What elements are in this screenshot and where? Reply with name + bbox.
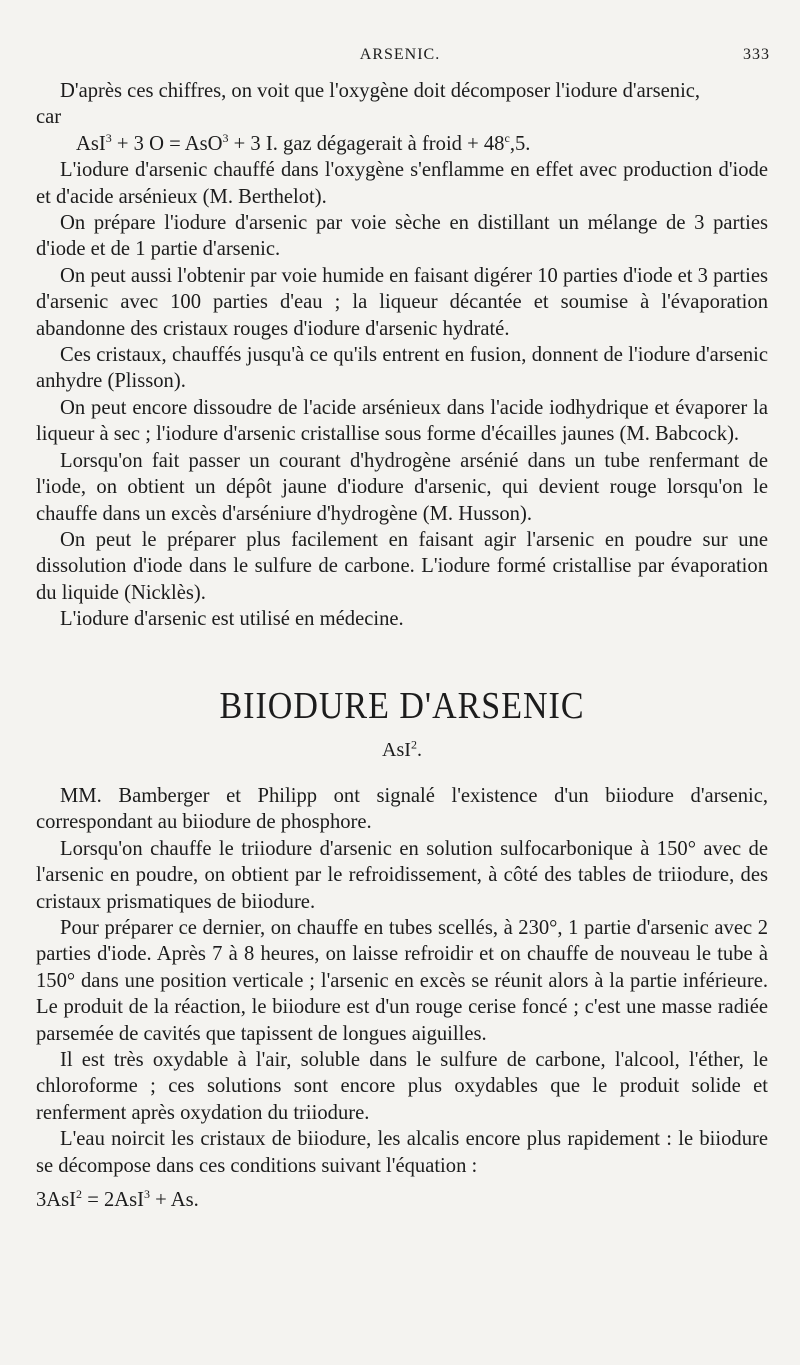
equation-sup: 3 <box>144 1187 150 1202</box>
paragraph: On prépare l'iodure d'arsenic par voie sèche en distillant un mélange de 3 parties d'iode et de 1 partie d'arsenic. <box>36 212 768 261</box>
equation-part: + 3 I. gaz dégagerait à froid + 48 <box>228 132 505 155</box>
paragraph: Il est très oxydable à l'air, soluble dans le sulfure de carbone, l'alcool, l'éther, le chloroforme ; ces solutions sont encore plus oxydables que le produit solide et renferment après oxydation du triiodure. <box>36 1049 768 1124</box>
paragraph: Ces cristaux, chauffés jusqu'à ce qu'ils entrent en fusion, donnent de l'iodure d'arsenic anhydre (Plisson). <box>36 344 768 393</box>
running-title: ARSENIC. <box>359 46 441 63</box>
section-formula <box>36 737 768 763</box>
paragraph: On peut aussi l'obtenir par voie humide en faisant digérer 10 parties d'iode et 3 parties d'arsenic avec 100 parties d'eau ; la liqueur décantée et soumise à l'évaporation abandonne des cristaux rouges d'iodure d'arsenic hydraté. <box>36 264 768 340</box>
equation-part: 3AsI <box>36 1189 77 1212</box>
formula-part: AsI <box>382 738 411 761</box>
equation-sup: 2 <box>76 1187 83 1202</box>
paragraph: Pour préparer ce dernier, on chauffe en tubes scellés, à 230°, 1 partie d'arsenic avec 2 parties d'iode. Après 7 à 8 heures, on laisse refroidir et on chauffe de nouveau le tube à 150° dans une position verticale ; l'arsenic en excès se réunit alors à la partie inférieure. Le produit de la réaction, le biiodure est d'un rouge cerise foncé ; c'est une masse radiée parsemée de cavités que tapissent de longues aiguilles. <box>36 916 768 1045</box>
intro-paragraph <box>36 78 768 131</box>
equation-decomposition <box>36 1187 768 1213</box>
paragraph: MM. Bamberger et Philipp ont signalé l'existence d'un biiodure d'arsenic, correspondant au biiodure de phosphore. <box>36 784 768 834</box>
page-body <box>36 78 768 1213</box>
equation-part: = 2AsI <box>82 1189 144 1212</box>
intro-line: D'après ces chiffres, on voit que l'oxygène doit décomposer l'iodure d'arsenic, <box>60 80 701 102</box>
paragraph: On peut encore dissoudre de l'acide arsénieux dans l'acide iodhydrique et évaporer la liqueur à sec ; l'iodure d'arsenic cristallise sous forme d'écailles jaunes (M. Babcock). <box>36 396 768 446</box>
equation-sup: 3 <box>105 130 112 145</box>
formula-sup: 2 <box>410 736 417 751</box>
section-title: BIIODURE D'ARSENIC <box>219 685 585 727</box>
equation-part: AsI <box>76 132 106 155</box>
equation-sup: c <box>504 130 510 145</box>
equation-part: + As. <box>150 1189 199 1212</box>
paragraph: L'eau noircit les cristaux de biiodure, les alcalis encore plus rapidement : le biiodure se décompose dans ces conditions suivant l'équation : <box>36 1128 768 1177</box>
intro-line: car <box>36 106 62 129</box>
equation-sup: 3 <box>222 130 229 145</box>
equation-part: ,5. <box>509 132 531 155</box>
paragraph: L'iodure d'arsenic est utilisé en médecine. <box>60 608 404 631</box>
running-head <box>0 46 800 70</box>
paragraph: L'iodure d'arsenic chauffé dans l'oxygène s'enflamme en effet avec production d'iode et d'acide arsénieux (M. Berthelot). <box>36 159 768 208</box>
equation-oxygen <box>36 131 768 157</box>
paragraph: Lorsqu'on chauffe le triiodure d'arsenic en solution sulfocarbonique à 150° avec de l'arsenic en poudre, on obtient par le refroidissement, à côté des tables de triiodure, des cristaux prismatiques de biiodure. <box>36 837 768 913</box>
formula-part: . <box>416 738 422 761</box>
page-number: 333 <box>743 46 770 63</box>
paragraph: On peut le préparer plus facilement en faisant agir l'arsenic en poudre sur une dissolution d'iode dans le sulfure de carbone. L'iodure formé cristallise par évaporation du liquide (Nicklès). <box>36 528 768 604</box>
paragraph: Lorsqu'on fait passer un courant d'hydrogène arsénié dans un tube renfermant de l'iode, on obtient un dépôt jaune d'iodure d'arsenic, qui devient rouge lorsqu'on le chauffe dans un excès d'arséniure d'hydrogène (M. Husson). <box>36 449 768 525</box>
equation-part: + 3 O = AsO <box>111 132 223 155</box>
